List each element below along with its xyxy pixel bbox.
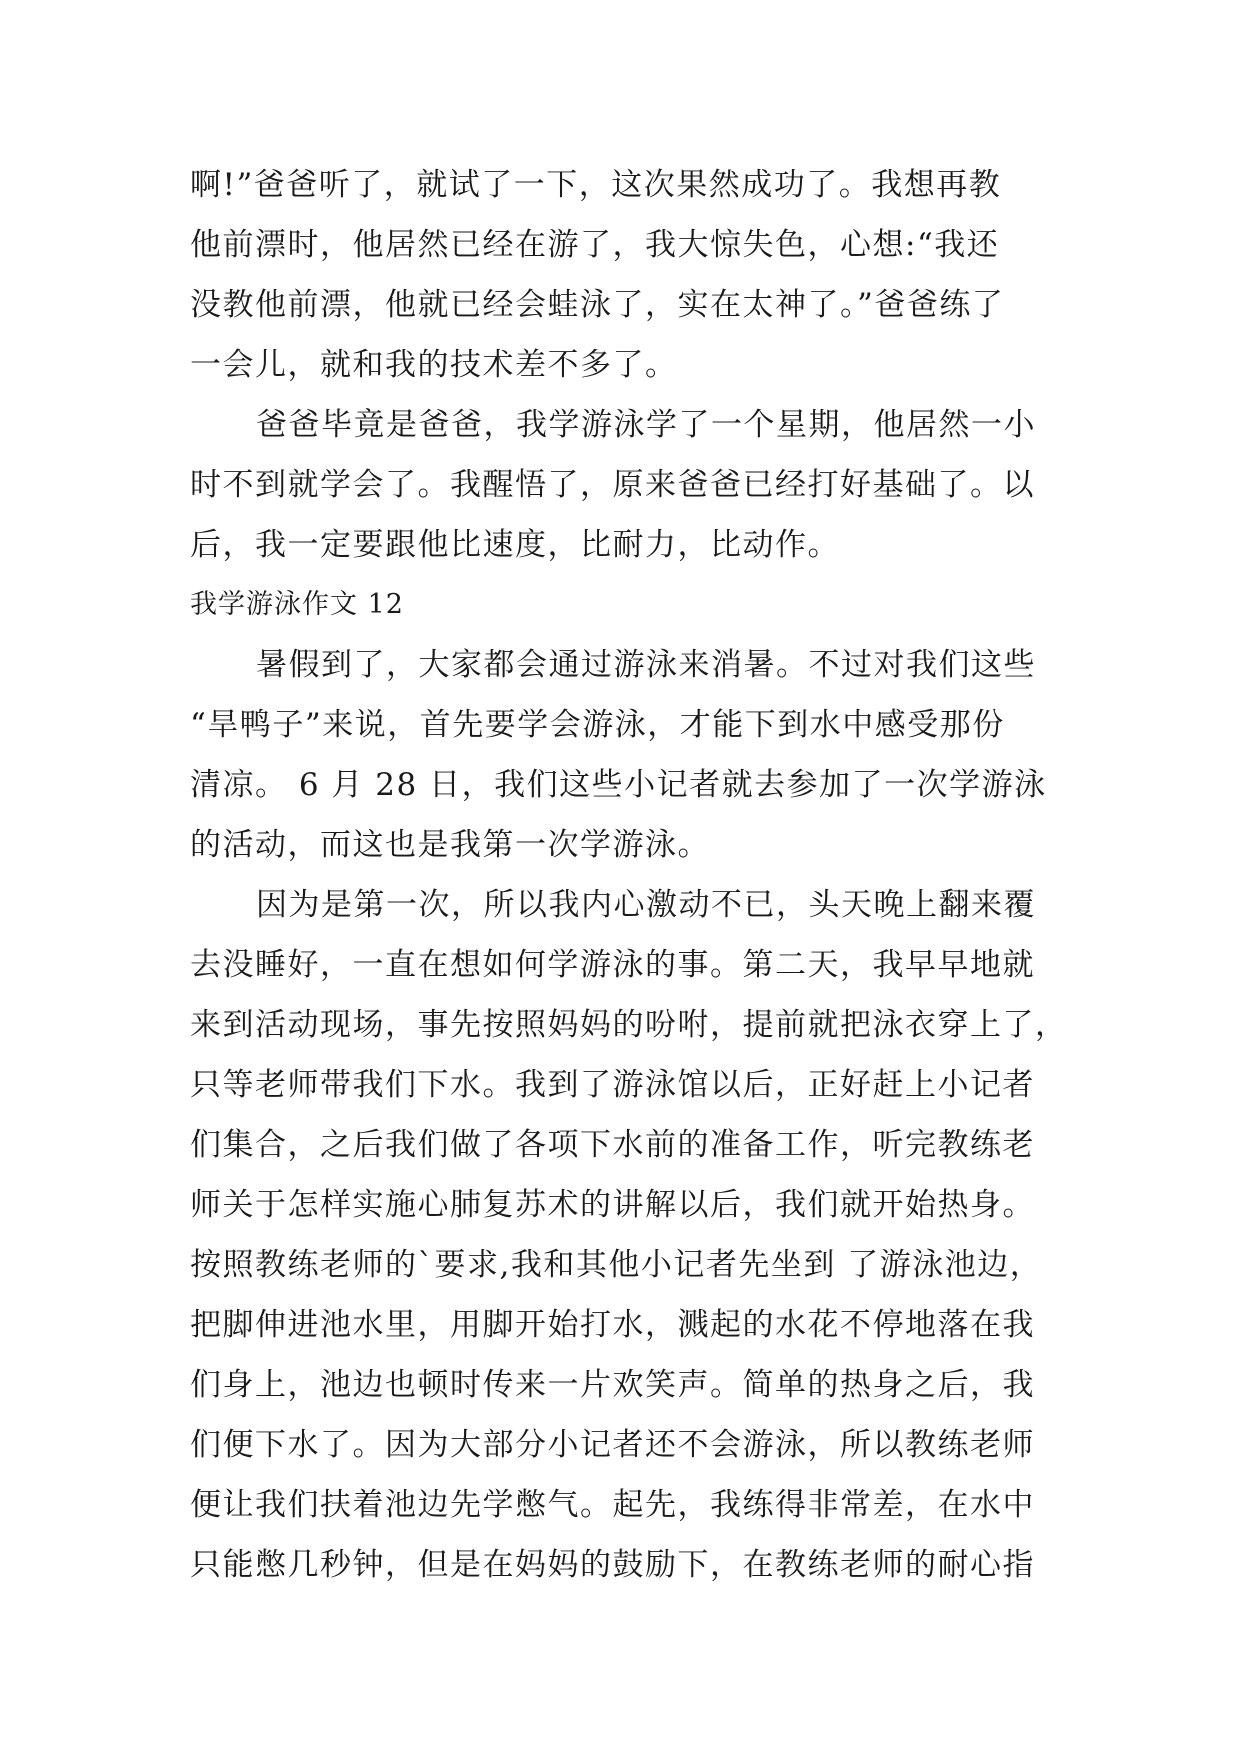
text-line: 他前漂时，他居然已经在游了，我大惊失色，心想:“我还: [190, 227, 1000, 263]
document-page: [190, 155, 1068, 1595]
text-line: 的活动，而这也是我第一次学游泳。: [190, 827, 710, 863]
text-line: 们身上，池边也顿时传来一片欢笑声。简单的热身之后，我: [190, 1367, 1035, 1403]
text-line: 便让我们扶着池边先学憋气。起先，我练得非常差，在水中: [190, 1487, 1035, 1523]
text-line: 们集合，之后我们做了各项下水前的准备工作，听完教练老: [190, 1127, 1035, 1163]
text-line: 来到活动现场，事先按照妈妈的吩咐，提前就把泳衣穿上了，: [190, 1007, 1068, 1043]
text-line: 时不到就学会了。我醒悟了，原来爸爸已经打好基础了。以: [190, 467, 1035, 503]
text-line: 只能憋几秒钟，但是在妈妈的鼓励下，在教练老师的耐心指: [190, 1547, 1035, 1583]
essay-title: 我学游泳作文 12: [190, 589, 404, 620]
text-line: 啊!”爸爸听了，就试了一下，这次果然成功了。我想再教: [190, 167, 1002, 203]
text-line: 清凉。 6 月 28 日，我们这些小记者就去参加了一次学游泳: [190, 767, 1047, 803]
paragraph-2: [190, 395, 1060, 575]
text-line: 师关于怎样实施心肺复苏术的讲解以后，我们就开始热身。: [190, 1187, 1035, 1223]
text-line: 爸爸毕竟是爸爸，我学游泳学了一个星期，他居然一小: [256, 407, 1036, 443]
text-line: 们便下水了。因为大部分小记者还不会游泳，所以教练老师: [190, 1427, 1035, 1463]
text-line: “旱鸭子”来说，首先要学会游泳，才能下到水中感受那份: [190, 707, 1005, 743]
paragraph-4: [190, 875, 1068, 1595]
text-line: 后，我一定要跟他比速度，比耐力，比动作。: [190, 527, 840, 563]
text-line: 因为是第一次，所以我内心激动不已，头天晚上翻来覆: [256, 887, 1036, 923]
text-line: 把脚伸进池水里，用脚开始打水，溅起的水花不停地落在我: [190, 1307, 1035, 1343]
paragraph-3: [190, 635, 1060, 875]
text-line: 没教他前漂，他就已经会蛙泳了，实在太神了。”爸爸练了: [190, 287, 1005, 323]
text-line: 去没睡好，一直在想如何学游泳的事。第二天，我早早地就: [190, 947, 1035, 983]
section-heading: [190, 575, 1060, 635]
text-line: 暑假到了，大家都会通过游泳来消暑。不过对我们这些: [256, 647, 1036, 683]
paragraph-1: [190, 155, 1060, 395]
text-line: 只等老师带我们下水。我到了游泳馆以后，正好赶上小记者: [190, 1067, 1035, 1103]
text-line: 一会儿，就和我的技术差不多了。: [190, 347, 678, 383]
text-line: 按照教练老师的`要求,我和其他小记者先坐到 了游泳池边，: [190, 1247, 1043, 1283]
